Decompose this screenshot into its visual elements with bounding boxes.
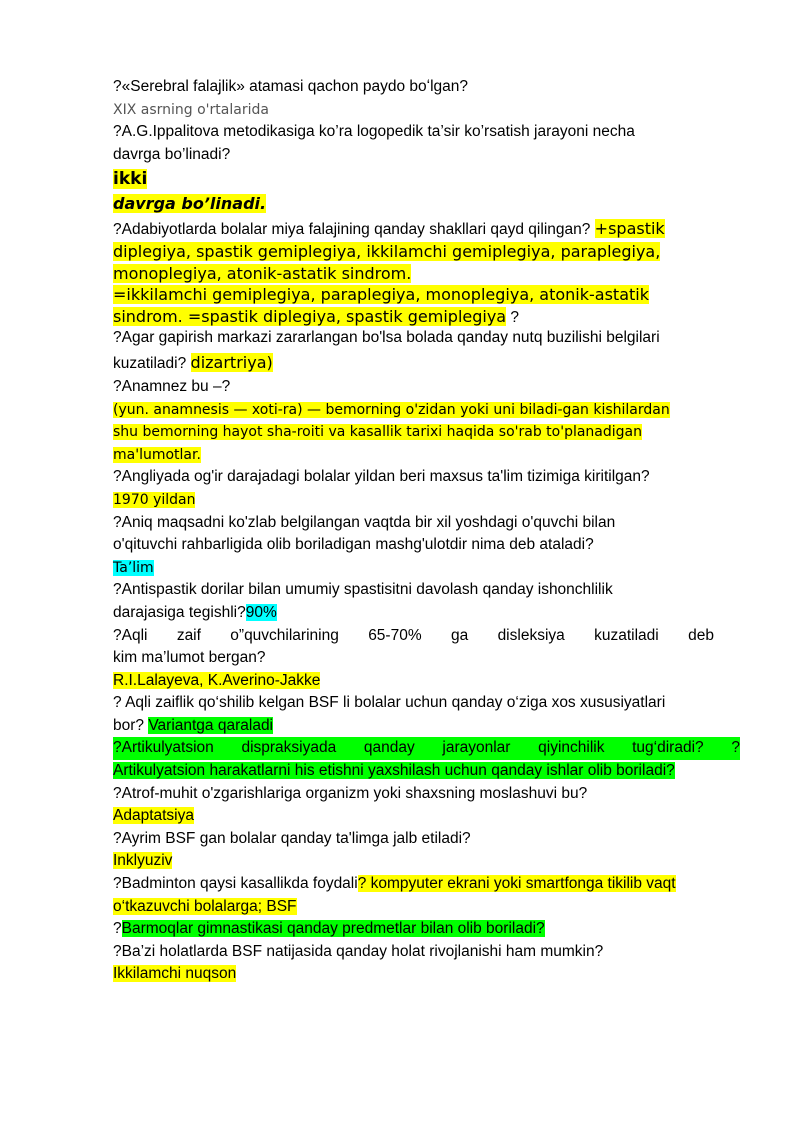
question-text: kuzatiladi? dizartriya)	[113, 352, 273, 372]
answer-text: Artikulyatsion harakatlarni his etishni yaxshilash uchun qanday ishlar olib boriladi?	[113, 762, 675, 780]
question-text: ?Antispastik dorilar bilan umumiy spastisitni davolash qanday ishonchlilik	[113, 581, 613, 599]
question-text: davrga bo’linadi?	[113, 145, 231, 163]
question-text: ?Badminton qaysi kasallikda foydali? kompyuter ekrani yoki smartfonga tikilib vaqt	[113, 875, 676, 893]
answer-highlight: Barmoqlar gimnastikasi qanday predmetlar bilan olib boriladi?	[121, 920, 545, 938]
answer-text: R.I.Lalayeva, K.Averino-Jakke	[113, 671, 321, 689]
question-text: ?Adabiyotlarda bolalar miya falajining qanday shakllari qayd qilingan? +spastik	[113, 219, 665, 239]
question-text: ?Angliyada og'ir darajadagi bolalar yildan beri maxsus ta'lim tizimiga kiritilgan?	[113, 468, 650, 486]
answer-highlight: +spastik	[594, 219, 665, 239]
question-text: bor? Variantga qaraladi	[113, 716, 274, 734]
answer-text: ?Artikulyatsion dispraksiyada qanday jarayonlar qiyinchilik tug‘diradi? ?	[113, 737, 740, 760]
answer-text: Ta’lim	[113, 559, 154, 576]
answer-highlight: 90%	[245, 603, 277, 621]
answer-text: diplegiya, spastik gemiplegiya, ikkilamchi gemiplegiya, paraplegiya,	[113, 242, 661, 262]
question-text: ?Ayrim BSF gan bolalar qanday ta'limga jalb etiladi?	[113, 829, 471, 847]
answer-highlight: ? kompyuter ekrani yoki smartfonga tikilib vaqt	[357, 875, 676, 893]
answer-text: ma'lumotlar.	[113, 446, 201, 463]
answer-highlight: Variantga qaraladi	[148, 716, 274, 734]
answer-text: ikki	[113, 169, 148, 190]
question-text: o'qituvchi rahbarligida olib boriladigan mashg'ulotdir nima deb ataladi?	[113, 536, 594, 554]
answer-text: =ikkilamchi gemiplegiya, paraplegiya, monoplegiya, atonik-astatik	[113, 285, 649, 305]
question-text: darajasiga tegishli?90%	[113, 603, 277, 621]
question-text: ? Aqli zaiflik qo‘shilib kelgan BSF li bolalar uchun qanday o‘ziga xos xususiyatlari	[113, 694, 666, 712]
answer-text: Adaptatsiya	[113, 807, 194, 825]
question-text: ?Aqli zaif o”quvchilarining 65-70% ga disleksiya kuzatiladi deb	[113, 626, 714, 644]
answer-text: 1970 yildan	[113, 491, 196, 508]
question-text: kim ma’lumot bergan?	[113, 649, 266, 667]
document-page	[113, 76, 743, 986]
answer-text: (yun. anamnesis — xoti-ra) — bemorning o'zidan yoki uni biladi-gan kishilardan	[113, 401, 670, 418]
question-text: ?Aniq maqsadni ko'zlab belgilangan vaqtda bir xil yoshdagi o'quvchi bilan	[113, 513, 616, 531]
question-text: ?Atrof-muhit o'zgarishlariga organizm yoki shaxsning moslashuvi bu?	[113, 784, 588, 802]
question-text: ?«Serebral falajlik» atamasi qachon paydo boʻlgan?	[113, 78, 469, 95]
answer-text: Inklyuziv	[113, 852, 173, 870]
question-text: ?Ba’zi holatlarda BSF natijasida qanday holat rivojlanishi ham mumkin?	[113, 942, 604, 960]
question-text: ?Anamnez bu –?	[113, 377, 231, 395]
question-text: ?A.G.Ippalitova metodikasiga ko’ra logopedik ta’sir ko’rsatish jarayoni necha	[113, 123, 635, 141]
answer-highlight: dizartriya)	[190, 352, 273, 372]
answer-text: sindrom. =spastik diplegiya, spastik gemiplegiya ?	[113, 306, 520, 326]
answer-text: XIX asrning o'rtalarida	[113, 101, 269, 118]
answer-text: davrga bo’linadi.	[113, 194, 267, 214]
answer-text: o‘tkazuvchi bolalarga; BSF	[113, 897, 297, 915]
answer-text: shu bemorning hayot sha-roiti va kasallik tarixi haqida so'rab to'planadigan	[113, 424, 642, 441]
question-text: ?Agar gapirish markazi zararlangan bo'lsa bolada qanday nutq buzilishi belgilari	[113, 329, 660, 347]
answer-text: monoplegiya, atonik-astatik sindrom.	[113, 263, 412, 283]
answer-text: Ikkilamchi nuqson	[113, 965, 237, 983]
question-text: ?Barmoqlar gimnastikasi qanday predmetlar bilan olib boriladi?	[113, 920, 545, 938]
